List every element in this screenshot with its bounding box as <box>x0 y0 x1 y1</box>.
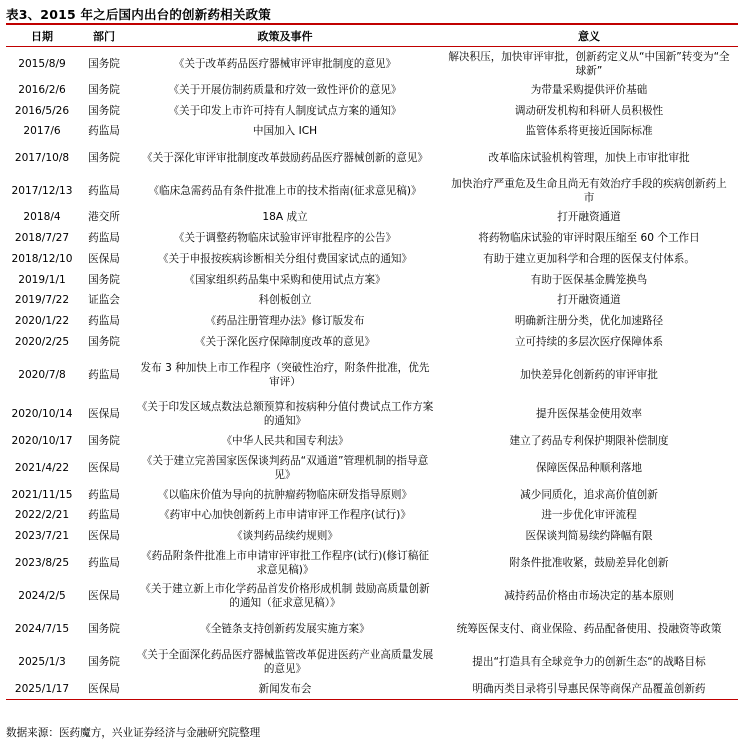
cell-policy: 发布 3 种加快上市工作程序（突破性治疗，附条件批准，优先审评） <box>140 361 430 388</box>
cell-dept: 药监局 <box>88 556 120 569</box>
cell-policy: 《药品附条件批准上市申请审评审批工作程序(试行)(修订稿征求意见稿)》 <box>141 549 429 576</box>
cell-date: 2018/7/27 <box>14 231 70 244</box>
cell-meaning: 加快差异化创新药的审评审批 <box>520 368 658 381</box>
cell-meaning: 减持药品价格由市场决定的基本原则 <box>504 589 674 602</box>
cell-policy: 《谈判药品续约规则》 <box>232 529 338 542</box>
table-row <box>6 47 738 80</box>
cell-policy: 新闻发布会 <box>258 682 312 695</box>
cell-date: 2024/7/15 <box>14 622 70 635</box>
cell-dept: 药监局 <box>88 231 120 244</box>
cell-dept: 医保局 <box>88 252 120 265</box>
cell-date: 2017/10/8 <box>14 151 70 164</box>
cell-dept: 药监局 <box>88 488 120 501</box>
cell-dept: 证监会 <box>88 294 120 306</box>
cell-dept: 国务院 <box>88 655 120 668</box>
cell-meaning: 立可持续的多层次医疗保障体系 <box>514 335 664 348</box>
header-date: 日期 <box>31 29 53 43</box>
cell-dept: 医保局 <box>88 407 120 420</box>
cell-meaning: 明确新注册分类，优化加速路径 <box>514 314 664 327</box>
table-row <box>6 451 738 484</box>
cell-meaning: 有助于医保基金腾笼换鸟 <box>530 273 648 286</box>
cell-date: 2020/7/8 <box>18 368 66 381</box>
header-dept: 部门 <box>93 29 115 43</box>
cell-dept: 国务院 <box>88 335 120 348</box>
cell-meaning: 建立了药品专利保护期限补偿制度 <box>509 434 669 447</box>
cell-date: 2022/2/21 <box>14 509 70 521</box>
cell-meaning: 提出“打造具有全球竞争力的创新生态“的战略目标 <box>472 655 706 668</box>
table-row <box>6 141 738 174</box>
cell-date: 2020/10/17 <box>11 434 73 447</box>
cell-date: 2018/12/10 <box>11 252 73 265</box>
table-row <box>6 310 738 331</box>
table-body <box>6 47 738 699</box>
table-row <box>6 505 738 525</box>
cell-policy: 《关于建立完善国家医保谈判药品“双通道”管理机制的指导意见》 <box>141 454 429 481</box>
table-row <box>6 546 738 579</box>
cell-date: 2016/2/6 <box>18 84 66 96</box>
cell-date: 2025/1/3 <box>18 655 66 668</box>
cell-meaning: 有助于建立更加科学和合理的医保支付体系。 <box>483 252 695 265</box>
policy-table <box>6 23 738 700</box>
cell-meaning: 提升医保基金使用效率 <box>536 407 642 420</box>
cell-meaning: 明确丙类目录将引导惠民保等商保产品覆盖创新药 <box>472 682 706 695</box>
table-row <box>6 484 738 505</box>
cell-policy: 《关于印发上市许可持有人制度试点方案的通知》 <box>168 104 402 117</box>
cell-dept: 国务院 <box>88 434 120 447</box>
cell-meaning: 统筹医保支付、商业保险、药品配备使用、投融资等政策 <box>456 622 722 635</box>
table-title: 表3、2015 年之后国内出台的创新药相关政策 <box>6 7 271 22</box>
table-row <box>6 397 738 430</box>
cell-meaning: 改革临床试验机构管理，加快上市审批审批 <box>488 151 690 164</box>
cell-dept: 医保局 <box>88 682 120 695</box>
table-row <box>6 100 738 121</box>
cell-policy: 18A 成立 <box>262 211 308 223</box>
cell-dept: 药监局 <box>88 314 120 327</box>
table-row <box>6 331 738 352</box>
cell-dept: 国务院 <box>88 622 120 635</box>
cell-dept: 药监局 <box>88 125 120 137</box>
cell-policy: 《关于深化审评审批制度改革鼓励药品医疗器械创新的意见》 <box>141 151 429 164</box>
header-meaning: 意义 <box>578 29 600 43</box>
cell-policy: 《以临床价值为导向的抗肿瘤药物临床研发指导原则》 <box>157 488 413 501</box>
cell-date: 2021/4/22 <box>14 461 70 474</box>
table-row <box>6 579 738 612</box>
cell-policy: 《关于全面深化药品医疗器械监管改革促进医药产业高质量发展的意见》 <box>136 648 434 675</box>
cell-dept: 国务院 <box>88 151 120 164</box>
cell-date: 2017/6 <box>23 125 61 137</box>
table-row <box>6 121 738 141</box>
cell-policy: 《中华人民共和国专利法》 <box>221 434 349 447</box>
cell-date: 2021/11/15 <box>11 488 73 501</box>
cell-policy: 《关于改革药品医疗器械审评审批制度的意见》 <box>173 57 397 70</box>
table-header <box>6 25 738 47</box>
table-row <box>6 290 738 310</box>
cell-policy: 《关于建立新上市化学药品首发价格形成机制 鼓励高质量创新的通知（征求意见稿）》 <box>140 582 430 609</box>
table-row <box>6 525 738 546</box>
table-row <box>6 174 738 207</box>
cell-policy: 《全链条支持创新药发展实施方案》 <box>200 622 370 635</box>
cell-policy: 科创板创立 <box>258 294 312 306</box>
cell-meaning: 附条件批准收紧，鼓励差异化创新 <box>509 556 669 569</box>
cell-date: 2020/2/25 <box>14 335 70 348</box>
cell-meaning: 加快治疗严重危及生命且尚无有效治疗手段的疾病创新药上市 <box>451 177 727 204</box>
cell-dept: 国务院 <box>88 84 120 96</box>
cell-date: 2020/10/14 <box>11 407 73 420</box>
cell-policy: 中国加入 ICH <box>252 125 318 137</box>
cell-meaning: 解决积压，加快审评审批，创新药定义从“中国新”转变为“全球新” <box>448 50 730 77</box>
cell-policy: 《关于申报按疾病诊断相关分组付费国家试点的通知》 <box>157 252 413 265</box>
cell-meaning: 调动研发机构和科研人员积极性 <box>514 104 664 117</box>
cell-dept: 医保局 <box>88 589 120 602</box>
cell-policy: 《药审中心加快创新药上市申请审评工作程序(试行)》 <box>159 509 411 521</box>
cell-meaning: 将药物临床试验的审评时限压缩至 60 个工作日 <box>478 231 700 244</box>
cell-policy: 《国家组织药品集中采购和使用试点方案》 <box>184 273 386 286</box>
table-row <box>6 678 738 699</box>
cell-date: 2016/5/26 <box>14 104 70 117</box>
cell-policy: 《关于深化医疗保障制度改革的意见》 <box>194 335 376 348</box>
cell-dept: 药监局 <box>88 368 120 381</box>
cell-policy: 《药品注册管理办法》修订版发布 <box>205 314 365 327</box>
table-row <box>6 207 738 227</box>
table-row <box>6 80 738 100</box>
cell-dept: 国务院 <box>88 104 120 117</box>
cell-meaning: 保障医保品种顺利落地 <box>536 461 642 474</box>
cell-date: 2025/1/17 <box>14 682 70 695</box>
table-row <box>6 227 738 248</box>
cell-dept: 国务院 <box>88 273 120 286</box>
cell-meaning: 监管体系将更接近国际标准 <box>525 125 653 137</box>
cell-meaning: 打开融资通道 <box>557 211 621 223</box>
cell-policy: 《关于开展仿制药质量和疗效一致性评价的意见》 <box>168 84 402 96</box>
table-row <box>6 269 738 290</box>
cell-dept: 药监局 <box>88 509 120 521</box>
cell-date: 2018/4 <box>23 211 61 223</box>
cell-date: 2017/12/13 <box>11 184 73 197</box>
cell-dept: 医保局 <box>88 461 120 474</box>
cell-meaning: 为带量采购提供评价基础 <box>530 84 648 96</box>
cell-dept: 港交所 <box>88 211 120 223</box>
table-row <box>6 645 738 678</box>
cell-dept: 国务院 <box>88 57 120 70</box>
header-policy: 政策及事件 <box>257 29 313 43</box>
cell-meaning: 医保谈判简易续约降幅有限 <box>525 529 653 542</box>
cell-meaning: 进一步优化审评流程 <box>541 509 637 521</box>
cell-date: 2023/7/21 <box>14 529 70 542</box>
cell-meaning: 减少同质化，追求高价值创新 <box>520 488 658 501</box>
cell-date: 2024/2/5 <box>18 589 66 602</box>
cell-date: 2019/1/1 <box>18 273 66 286</box>
cell-policy: 《关于印发区域点数法总额预算和按病种分值付费试点工作方案的通知》 <box>136 400 434 427</box>
cell-meaning: 打开融资通道 <box>557 294 621 306</box>
table-row <box>6 248 738 269</box>
cell-date: 2023/8/25 <box>14 556 70 569</box>
table-row <box>6 612 738 645</box>
table-row <box>6 352 738 397</box>
cell-dept: 医保局 <box>88 529 120 542</box>
cell-dept: 药监局 <box>88 184 120 197</box>
source-note: 数据来源：医药魔方，兴业证券经济与金融研究院整理 <box>6 727 261 739</box>
table-row <box>6 430 738 451</box>
cell-date: 2020/1/22 <box>14 314 70 327</box>
cell-date: 2019/7/22 <box>14 294 70 306</box>
cell-date: 2015/8/9 <box>18 57 66 70</box>
cell-policy: 《临床急需药品有条件批准上市的技术指南(征求意见稿)》 <box>148 184 422 197</box>
cell-policy: 《关于调整药物临床试验审评审批程序的公告》 <box>173 231 397 244</box>
